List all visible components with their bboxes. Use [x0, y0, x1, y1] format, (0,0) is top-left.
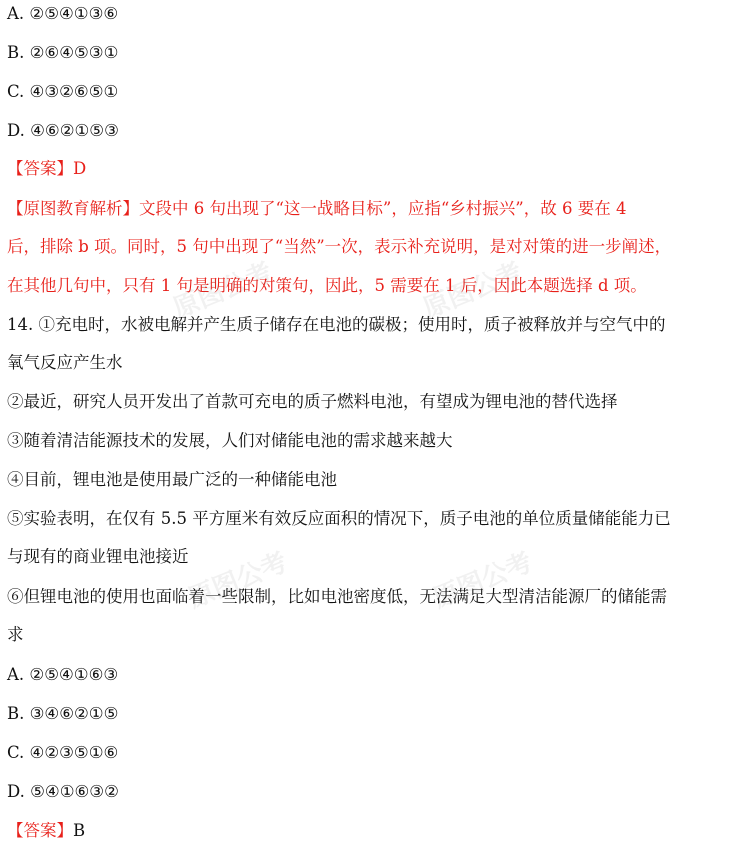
q13-analysis-line: 在其他几句中，只有 1 句是明确的对策句，因此，5 需要在 1 后，因此本题选择 d 项。	[7, 276, 647, 295]
q14-option-d: D. ⑤④①⑥③②	[7, 782, 119, 801]
q14-sentence-5-line: ⑤实验表明，在仅有 5.5 平方厘米有效反应面积的情况下，质子电池的单位质量储能能力已	[7, 509, 671, 528]
q13-analysis-line: 【原图教育解析】文段中 6 句出现了“这一战略目标”，应指“乡村振兴”，故 6 要在 4	[7, 199, 627, 218]
q14-sentence-6-line: 求	[7, 625, 24, 644]
q13-answer: 【答案】D	[7, 159, 87, 178]
q14-option-c: C. ④②③⑤①⑥	[7, 743, 119, 762]
q14-answer	[7, 820, 724, 842]
watermark: 原图公考	[184, 547, 292, 615]
q14-option-a: A. ②⑤④①⑥③	[7, 665, 119, 684]
q14-answer-label: 【答案】	[7, 821, 73, 840]
q14-option-b: B. ③④⑥②①⑤	[7, 704, 119, 723]
q14-sentence-4: ④目前，锂电池是使用最广泛的一种储能电池	[7, 470, 337, 489]
q14-sentence-2: ②最近，研究人员开发出了首款可充电的质子燃料电池，有望成为锂电池的替代选择	[7, 392, 618, 411]
watermark: 原图公考	[419, 257, 527, 325]
q13-analysis-line: 后，排除 b 项。同时，5 句中出现了“当然”一次，表示补充说明，是对对策的进一步阐述，	[7, 237, 672, 256]
q13-option-c: C. ④③②⑥⑤①	[7, 82, 119, 101]
q14-stem-line: 14. ①充电时，水被电解并产生质子储存在电池的碳极；使用时，质子被释放并与空气中的	[7, 315, 666, 334]
q14-sentence-6-line: ⑥但锂电池的使用也面临着一些限制，比如电池密度低，无法满足大型清洁能源厂的储能需	[7, 587, 667, 606]
q14-stem-line: 氧气反应产生水	[7, 353, 123, 372]
q13-option-b: B. ②⑥④⑤③①	[7, 43, 119, 62]
q14-sentence-3: ③随着清洁能源技术的发展，人们对储能电池的需求越来越大	[7, 431, 453, 450]
q13-option-a: A. ②⑤④①③⑥	[7, 4, 119, 23]
q13-option-d: D. ④⑥②①⑤③	[7, 121, 119, 140]
watermark: 原图公考	[169, 257, 277, 325]
q14-sentence-5-line: 与现有的商业锂电池接近	[7, 547, 189, 566]
q14-answer-value: B	[73, 821, 86, 840]
watermark: 原图公考	[429, 547, 537, 615]
